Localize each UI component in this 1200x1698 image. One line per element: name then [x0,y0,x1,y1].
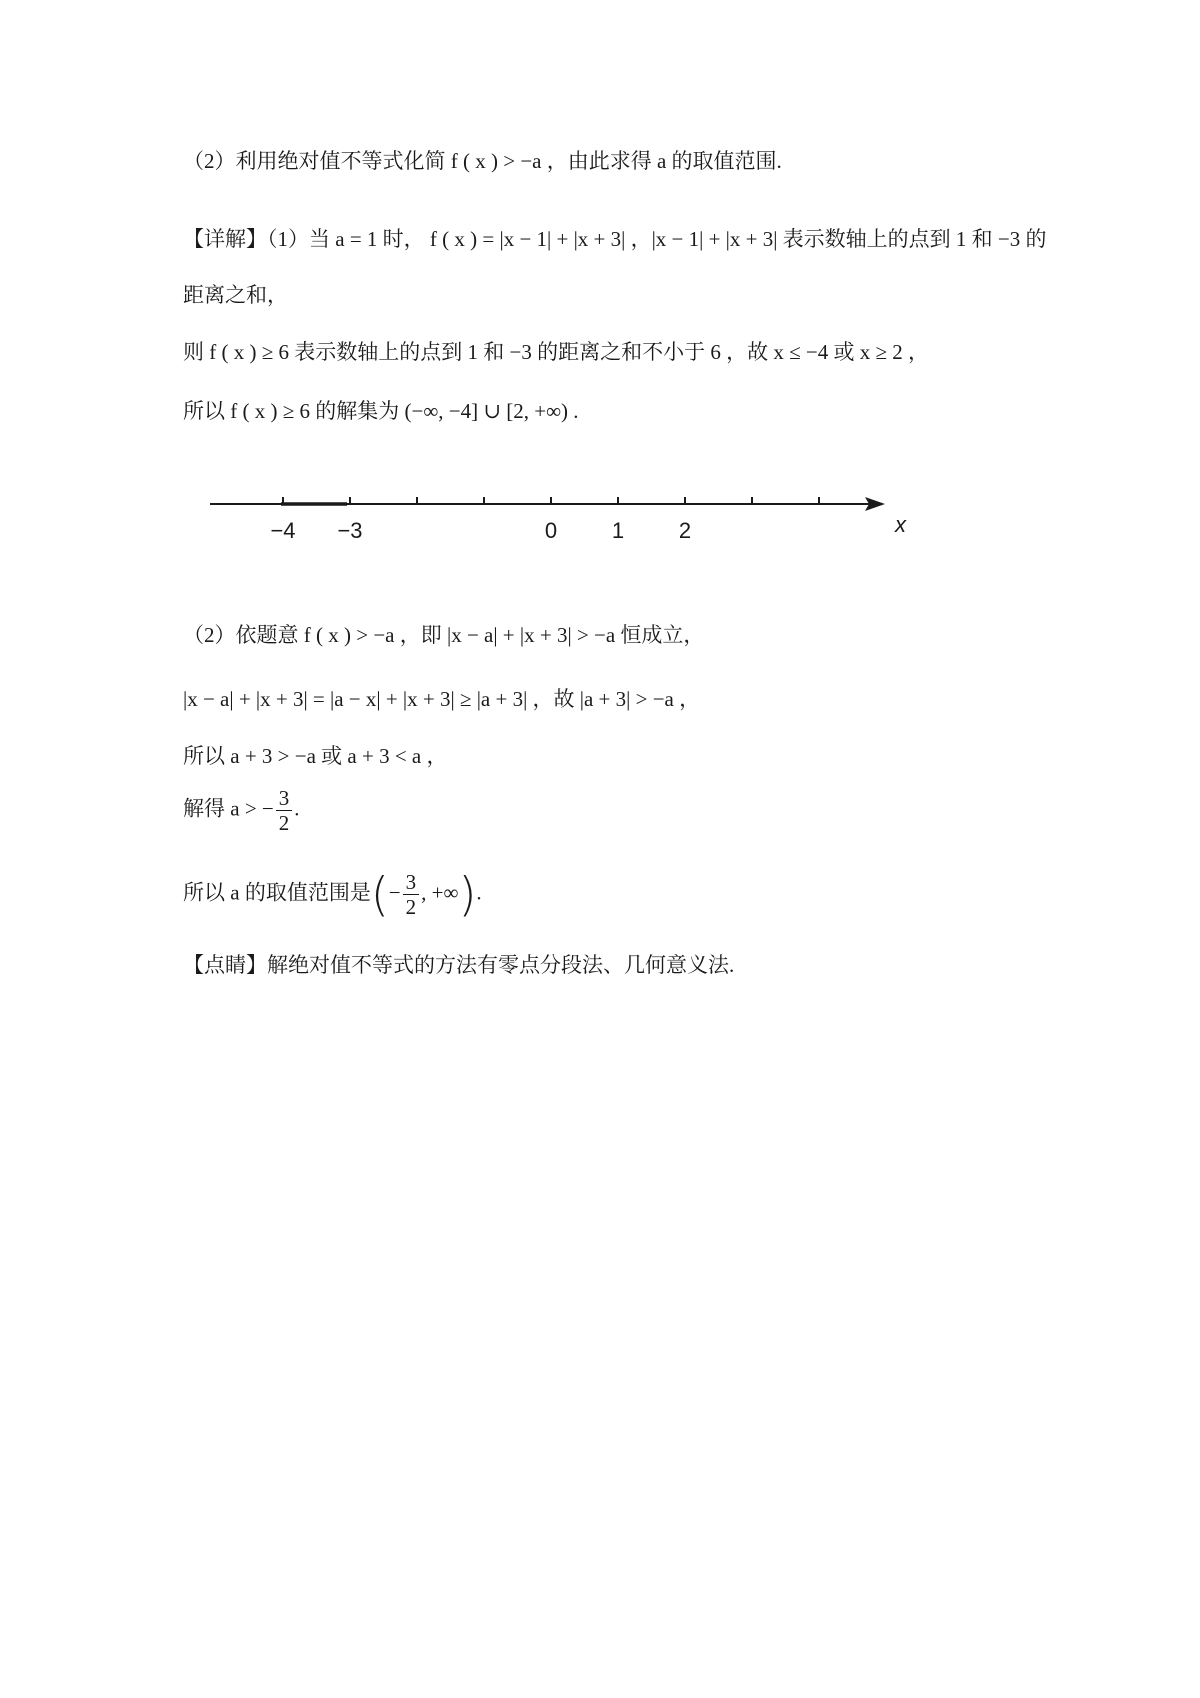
fraction-three-halves [276,786,293,835]
range-minus: − [388,880,401,905]
number-line-diagram [205,482,925,562]
fraction-denominator: 2 [405,895,417,919]
fraction-numerator: 3 [403,870,420,895]
open-paren: ( [370,867,389,922]
tick-label: −4 [270,518,296,543]
text-line-cases: 所以 a + 3 > −a 或 a + 3 < a ， [183,744,448,768]
text-line-key-points: 【点睛】解绝对值不等式的方法有零点分段法、几何意义法. [183,953,735,977]
result-prefix: 解得 a > − [183,796,274,821]
tick-label: 1 [611,518,625,543]
result-suffix: . [294,796,300,821]
fraction-numerator: 3 [276,786,293,811]
text-line-solution-set: 所以 f ( x ) ≥ 6 的解集为 (−∞, −4] ∪ [2, +∞) . [183,399,579,423]
text-line-part-2: （2）依题意 f ( x ) > −a ，即 |x − a| + |x + 3| > −a 恒成立， [183,623,705,647]
tick-label: 0 [544,518,558,543]
fraction-three-halves-range [403,870,420,919]
tick-label: −3 [337,518,363,543]
text-line-distance-sum: 距离之和， [183,283,288,307]
tick-label: 2 [678,518,692,543]
axis-label-x: x [895,512,906,537]
text-line-result [183,786,300,835]
text-line-detail-1: 【详解】（1）当 a = 1 时， f ( x ) = |x − 1| + |x + 3| ，|x − 1| + |x + 3| 表示数轴上的点到 1 和 −3 的 [183,227,1047,251]
range-prefix: 所以 a 的取值范围是 [183,880,371,905]
close-paren: ) [458,867,477,922]
text-line-range [183,867,482,922]
text-line-analysis-2: （2）利用绝对值不等式化简 f ( x ) > −a ，由此求得 a 的取值范围. [183,149,782,173]
range-suffix: . [476,880,482,905]
text-line-inequality-meaning: 则 f ( x ) ≥ 6 表示数轴上的点到 1 和 −3 的距离之和不小于 6 ，故 x ≤ −4 或 x ≥ 2 ， [183,340,929,364]
fraction-denominator: 2 [278,811,290,835]
range-rest: , +∞ [421,880,459,905]
text-line-triangle-inequality: |x − a| + |x + 3| = |a − x| + |x + 3| ≥ |a + 3| ，故 |a + 3| > −a ， [183,687,701,711]
